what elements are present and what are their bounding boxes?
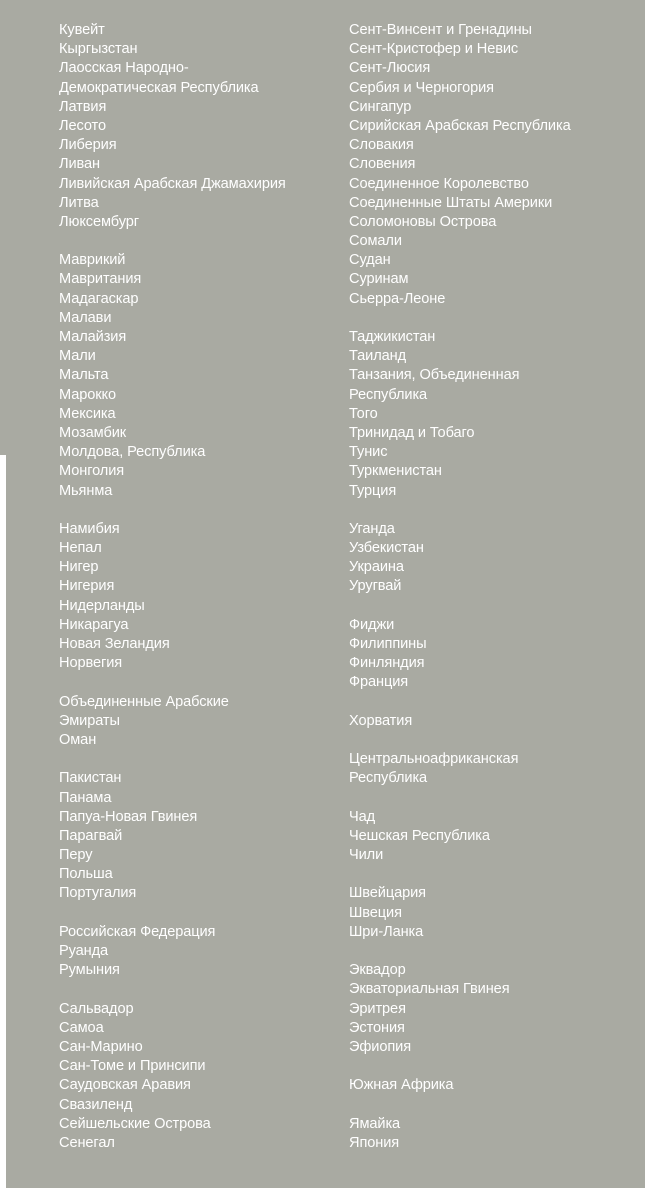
country-name: Чешская Республика xyxy=(349,827,490,844)
country-name: Кувейт xyxy=(59,22,105,38)
country-name: Эритрея xyxy=(349,1000,406,1017)
country-name: Швеция xyxy=(349,904,402,921)
country-name: Сенегал xyxy=(59,1134,115,1151)
country-name: Люксембург xyxy=(59,213,139,230)
country-name: Хорватия xyxy=(349,712,413,729)
country-name: Самоа xyxy=(59,1019,104,1036)
country-name: Сан-Томе и Принсипи xyxy=(59,1058,206,1075)
right-country-column xyxy=(349,21,639,1153)
country-name: Финляндия xyxy=(349,655,425,672)
group-spacer xyxy=(349,1096,639,1115)
country-name: Швейцария xyxy=(349,885,426,902)
country-name: Соединенные Штаты Америки xyxy=(349,194,553,211)
country-name: Сирийская Арабская Республика xyxy=(349,117,571,134)
country-name: Турция xyxy=(349,482,397,499)
country-name: Филиппины xyxy=(349,636,427,652)
country-name: Панама xyxy=(59,789,112,806)
country-name: Судан xyxy=(349,252,391,269)
country-name: Новая Зеландия xyxy=(59,636,170,652)
country-name: Норвегия xyxy=(59,655,123,672)
country-name: Ливан xyxy=(59,156,100,173)
country-name: Чили xyxy=(349,847,384,864)
country-name: Объединенные Арабские xyxy=(59,693,229,710)
country-name: Туркменистан xyxy=(349,463,442,480)
country-name: Российская Федерация xyxy=(59,923,216,940)
group-spacer xyxy=(59,232,329,251)
country-name: Эфиопия xyxy=(349,1038,412,1055)
country-name: Шри-Ланка xyxy=(349,923,424,940)
country-name: Чад xyxy=(349,808,376,825)
country-name: Сент-Люсия xyxy=(349,60,431,77)
country-name: Малави xyxy=(59,309,112,326)
country-name: Марокко xyxy=(59,386,117,403)
group-spacer xyxy=(59,673,329,692)
country-name: Тринидад и Тобаго xyxy=(349,424,475,441)
page-margin-right xyxy=(645,0,651,1194)
country-name: Центральноафриканская xyxy=(349,751,519,768)
country-name: Маврикий xyxy=(59,252,126,269)
country-name: Никарагуа xyxy=(59,616,129,633)
country-name: Португалия xyxy=(59,885,137,902)
country-name: Перу xyxy=(59,847,93,864)
country-name: Мавритания xyxy=(59,271,142,288)
country-name: Мьянма xyxy=(59,482,113,499)
country-name: Ямайка xyxy=(349,1115,401,1132)
country-name: Таиланд xyxy=(349,348,407,365)
country-name: Республика xyxy=(349,770,428,787)
country-name: Эквадор xyxy=(349,962,406,979)
country-name: Польша xyxy=(59,866,113,883)
country-name: Демократическая Республика xyxy=(59,79,259,96)
group-spacer xyxy=(349,597,639,616)
country-name: Нигер xyxy=(59,559,99,576)
country-name: Соломоновы Острова xyxy=(349,213,497,230)
country-name: Папуа-Новая Гвинея xyxy=(59,808,198,825)
country-name: Намибия xyxy=(59,520,120,537)
country-name: Словакия xyxy=(349,137,414,154)
group-spacer xyxy=(59,750,329,769)
country-name: Лаосская Народно- xyxy=(59,60,189,77)
country-name: Сент-Винсент и Гренадины xyxy=(349,22,532,38)
country-name: Узбекистан xyxy=(349,540,424,557)
country-name: Эстония xyxy=(349,1019,405,1036)
country-name: Украина xyxy=(349,559,404,576)
group-spacer xyxy=(59,501,329,520)
country-name: Эмираты xyxy=(59,712,120,729)
country-name: Малайзия xyxy=(59,329,127,345)
country-name: Сьерра-Леоне xyxy=(349,290,446,307)
country-name: Парагвай xyxy=(59,827,123,844)
country-name: Танзания, Объединенная xyxy=(349,367,520,384)
country-name: Экваториальная Гвинея xyxy=(349,981,510,998)
country-name: Того xyxy=(349,405,378,422)
country-name: Молдова, Республика xyxy=(59,444,206,461)
group-spacer xyxy=(349,501,639,520)
country-name: Суринам xyxy=(349,271,409,288)
country-name: Уругвай xyxy=(349,578,402,595)
country-name: Франция xyxy=(349,674,409,691)
country-name: Сальвадор xyxy=(59,1000,134,1017)
group-spacer xyxy=(349,309,639,328)
country-name: Мадагаскар xyxy=(59,290,139,307)
page-margin-left xyxy=(0,455,6,1194)
country-name: Фиджи xyxy=(349,616,395,633)
country-name: Саудовская Аравия xyxy=(59,1077,191,1094)
group-spacer xyxy=(59,980,329,999)
left-country-column xyxy=(59,21,329,1153)
country-name: Либерия xyxy=(59,137,117,154)
country-name: Оман xyxy=(59,731,97,748)
country-name: Сейшельские Острова xyxy=(59,1115,211,1132)
country-name: Мали xyxy=(59,348,96,365)
group-spacer xyxy=(349,789,639,808)
country-name: Нигерия xyxy=(59,578,115,595)
country-name: Таджикистан xyxy=(349,329,436,345)
country-name: Сербия и Черногория xyxy=(349,79,494,96)
country-name: Тунис xyxy=(349,444,388,461)
page-margin-bottom xyxy=(0,1188,651,1194)
country-name: Сомали xyxy=(349,233,402,250)
country-name: Соединенное Королевство xyxy=(349,175,529,192)
country-name: Мозамбик xyxy=(59,424,127,441)
country-name: Литва xyxy=(59,194,99,211)
country-name: Словения xyxy=(349,156,416,173)
group-spacer xyxy=(349,693,639,712)
country-name: Республика xyxy=(349,386,428,403)
country-name: Сан-Марино xyxy=(59,1038,143,1055)
country-name: Уганда xyxy=(349,520,395,537)
group-spacer xyxy=(349,731,639,750)
group-spacer xyxy=(349,865,639,884)
group-spacer xyxy=(59,904,329,923)
country-name: Сингапур xyxy=(349,98,412,115)
group-spacer xyxy=(349,1057,639,1076)
country-name: Руанда xyxy=(59,943,109,959)
country-name: Латвия xyxy=(59,98,107,115)
country-name: Южная Африка xyxy=(349,1077,454,1094)
group-spacer xyxy=(349,942,639,961)
country-name: Сент-Кристофер и Невис xyxy=(349,41,519,58)
country-name: Непал xyxy=(59,540,102,557)
country-name: Мексика xyxy=(59,405,116,422)
country-name: Ливийская Арабская Джамахирия xyxy=(59,175,286,192)
country-name: Нидерланды xyxy=(59,597,145,614)
country-name: Лесото xyxy=(59,117,106,134)
country-name: Свазиленд xyxy=(59,1096,133,1113)
country-name: Пакистан xyxy=(59,770,122,787)
country-name: Кыргызстан xyxy=(59,41,138,58)
country-name: Япония xyxy=(349,1134,400,1151)
country-name: Румыния xyxy=(59,962,120,979)
country-name: Мальта xyxy=(59,367,109,384)
country-name: Монголия xyxy=(59,463,125,480)
